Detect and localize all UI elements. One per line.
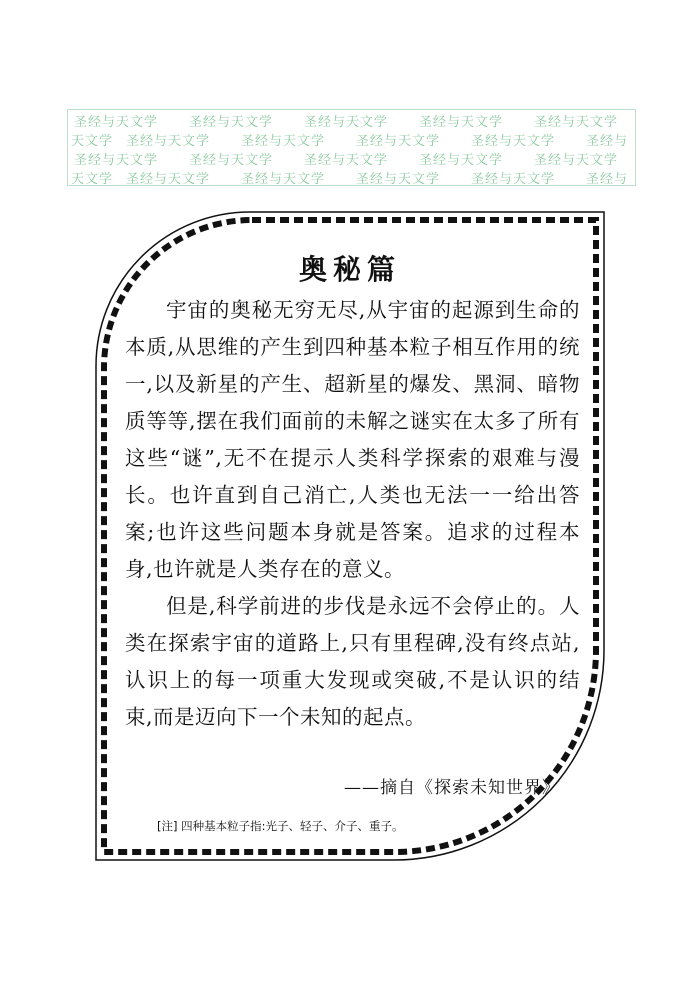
watermark-row: 天文学 圣经与天文学 圣经与天文学 圣经与天文学 圣经与天文学 圣经与 <box>71 134 629 149</box>
main-text <box>125 292 580 736</box>
paragraph: 但是,科学前进的步伐是永远不会停止的。人类在探索宇宙的道路上,只有里程碑,没有终点站,认识上的每一项重大发现或突破,不是认识的结束,而是迈向下一个未知的起点。 <box>125 594 580 729</box>
source-attribution: ——摘自《探索未知世界》 <box>344 778 560 798</box>
page-title: 奥秘篇 <box>298 253 401 286</box>
footnote: [注] 四种基本粒子指:光子、轻子、介子、重子。 <box>157 819 404 833</box>
watermark-row: 圣经与天文学 圣经与天文学 圣经与天文学 圣经与天文学 圣经与天文学 <box>74 115 619 130</box>
watermark-row: 圣经与天文学 圣经与天文学 圣经与天文学 圣经与天文学 圣经与天文学 <box>74 153 619 168</box>
watermark-row: 天文学 圣经与天文学 圣经与天文学 圣经与天文学 圣经与天文学 圣经与 <box>71 172 629 186</box>
paragraph: 宇宙的奥秘无穷无尽,从宇宙的起源到生命的本质,从思维的产生到四种基本粒子相互作用的统一,以及新星的产生、超新星的爆发、黑洞、暗物质等等,摆在我们面前的未解之谜实在太多了所有这些“谜”,无不在提示人类科学探索的艰难与漫长。也许直到自己消亡,人类也无法一一给出答案;也许这些问题本身就是答案。追求的过程本身,也许就是人类存在的意义。 <box>125 298 580 581</box>
